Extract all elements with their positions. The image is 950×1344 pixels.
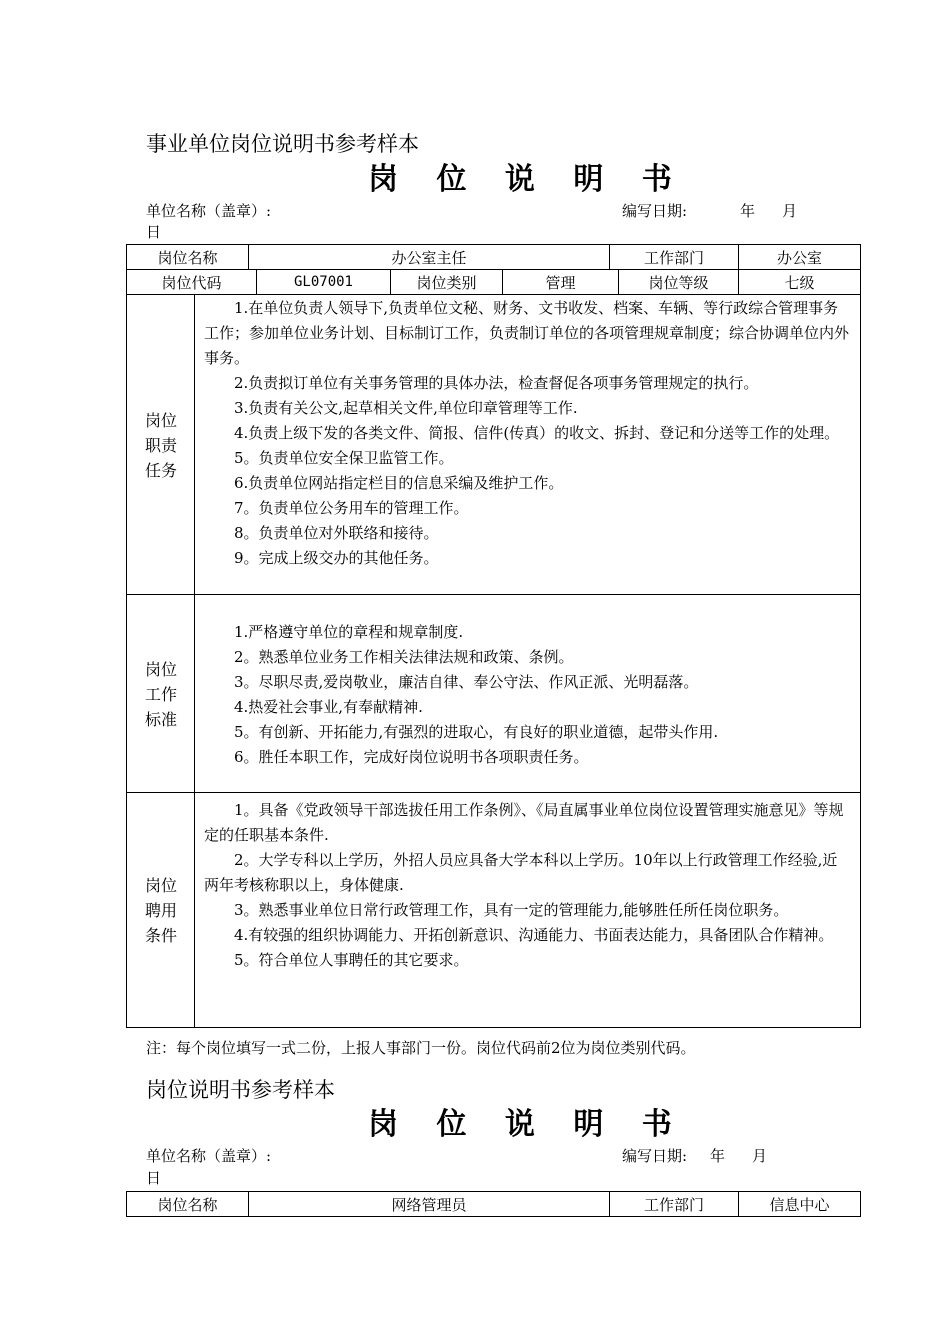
list-item: 4.负责上级下发的各类文件、简报、信件(传真）的收文、拆封、登记和分送等工作的处理。 [234,424,840,442]
doc2-post-name-value: 网络管理员 [391,1195,467,1214]
doc1-post-category-value: 管理 [545,273,576,292]
doc1-unit-label: 单位名称（盖章）: [146,202,272,220]
list-item: 2.负责拟订单位有关事务管理的具体办法，检查督促各项事务管理规定的执行。 [234,374,759,392]
doc1-year-label: 年 [740,202,756,220]
list-item: 6.负责单位网站指定栏目的信息采编及维护工作。 [234,474,564,492]
doc2-dept-value: 信息中心 [769,1195,830,1214]
doc2-title: 岗 位 说 明 书 [368,1107,686,1142]
list-item: 5。符合单位人事聘任的其它要求。 [234,951,469,969]
doc1-conditions-list [204,798,852,973]
list-item: 8。负责单位对外联络和接待。 [234,524,439,542]
doc1-standards-label: 岗位 工作 标准 [144,660,177,729]
doc1-title: 岗 位 说 明 书 [368,162,686,197]
doc2-dept-label: 工作部门 [643,1195,704,1214]
doc1-duties-list [204,296,852,571]
doc1-subtitle: 事业单位岗位说明书参考样本 [146,132,419,156]
doc1-post-name-label: 岗位名称 [157,248,218,267]
doc1-post-grade-value: 七级 [784,273,815,292]
list-item: 6。胜任本职工作，完成好岗位说明书各项职责任务。 [234,748,589,766]
doc1-post-name-value: 办公室主任 [391,248,467,267]
doc1-conditions-label: 岗位 聘用 条件 [144,876,177,945]
list-item: 3.负责有关公文,起草相关文件,单位印章管理等工作. [234,399,578,417]
doc2-year-label: 年 [710,1147,726,1165]
doc2-subtitle: 岗位说明书参考样本 [146,1078,335,1102]
list-item: 5。负责单位安全保卫监管工作。 [234,449,454,467]
list-item: 7。负责单位公务用车的管理工作。 [234,499,469,517]
list-item: 9。完成上级交办的其他任务。 [234,549,439,567]
list-item: 1.严格遵守单位的章程和规章制度. [234,623,464,641]
doc1-dept-label: 工作部门 [643,248,704,267]
doc1-standards-list [204,620,852,770]
list-item: 4.有较强的组织协调能力、开拓创新意识、沟通能力、书面表达能力，具备团队合作精神。 [234,926,834,944]
list-item: 2。熟悉单位业务工作相关法律法规和政策、条例。 [234,648,574,666]
list-item: 1.在单位负责人领导下,负责单位文秘、财务、文书收发、档案、车辆、等行政综合管理事务工作；参加单位业务计划、目标制订工作，负责制订单位的各项管理规章制度；综合协调单位内外事务。 [204,299,850,367]
list-item: 2。大学专科以上学历，外招人员应具备大学本科以上学历。10年以上行政管理工作经验,近两年考核称职以上，身体健康. [204,851,838,894]
doc2-post-name-label: 岗位名称 [157,1195,218,1214]
list-item: 5。有创新、开拓能力,有强烈的进取心，有良好的职业道德，起带头作用. [234,723,719,741]
list-item: 1。具备《党政领导干部选拔任用工作条例》、《局直属事业单位岗位设置管理实施意见》等规定的任职基本条件. [204,801,844,844]
doc1-post-grade-label: 岗位等级 [648,273,709,292]
doc2-day-label: 日 [146,1169,162,1187]
doc1-day-label: 日 [146,223,162,241]
doc1-duties-label: 岗位 职责 任务 [144,411,177,480]
doc1-post-category-label: 岗位类别 [416,273,477,292]
doc1-date-label: 编写日期: [622,202,688,220]
doc1-month-label: 月 [782,202,798,220]
list-item: 3。熟悉事业单位日常行政管理工作，具有一定的管理能力,能够胜任所任岗位职务。 [234,901,789,919]
doc2-date-label: 编写日期: [622,1147,688,1165]
list-item: 3。尽职尽责,爱岗敬业，廉洁自律、奉公守法、作风正派、光明磊落。 [234,673,699,691]
doc2-month-label: 月 [752,1147,768,1165]
doc1-note: 注：每个岗位填写一式二份，上报人事部门一份。岗位代码前2位为岗位类别代码。 [146,1039,696,1057]
doc1-post-code-value: GL07001 [293,274,353,290]
list-item: 4.热爱社会事业,有奉献精神. [234,698,423,716]
doc2-unit-label: 单位名称（盖章）: [146,1147,272,1165]
doc1-post-code-label: 岗位代码 [161,273,222,292]
doc1-dept-value: 办公室 [776,248,822,267]
